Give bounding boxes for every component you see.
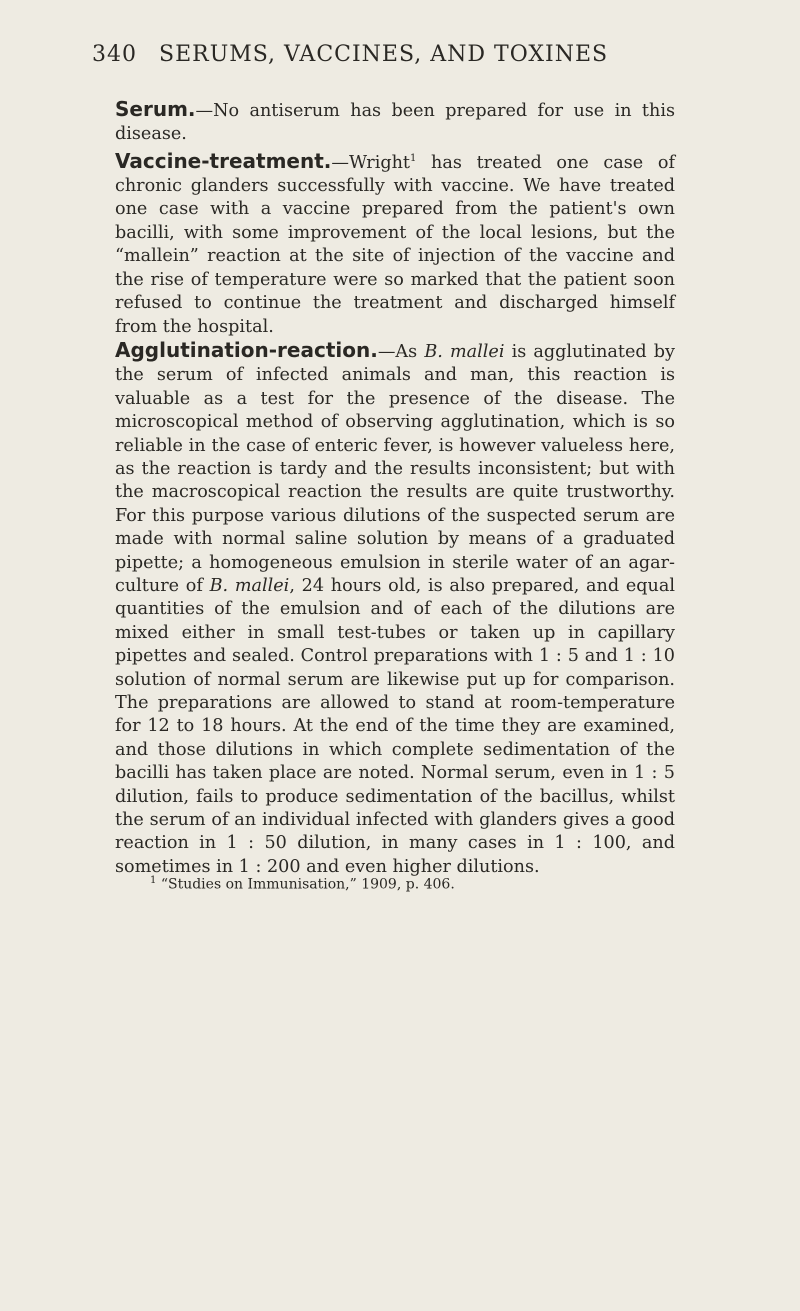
paragraph-text: has treated one case of chronic glanders successfully with vaccine. We have treated one case with a vaccine prepared from the patient's own bacilli, with some improvement of the local lesions, but the “mallein” reaction at the site of injection of the vaccine and the rise of temperature were so marked that the patient soon refused to continue the treatment and discharged himself from the hospital. [115,152,675,337]
section-heading-vaccine-treatment: Vaccine-treatment. [115,148,332,173]
page-header [92,42,712,67]
running-title: SERUMS, VACCINES, AND TOXINES [159,42,609,67]
species-name: B. mallei [424,341,505,362]
section-heading-serum: Serum. [115,97,196,121]
main-text [115,98,675,879]
species-name: B. mallei [209,575,290,596]
paragraph-vaccine-treatment [115,147,675,339]
paragraph-text: —No antiserum has been prepared for use in this disease. [115,101,675,145]
footnote-text: “Studies on Immunisation,” 1909, p. 406. [156,876,455,893]
paragraph-text: is agglutinated by the serum of infected animals and man, this reaction is valuable as a test for the presence of the disease. The microscopical method of observing agglutination, which is so reliable in the case of enteric fever, is however valueless here, as the reaction is tardy and the results inconsistent; but with the macroscopical reaction the results are quite trustworthy. For this purpose various dilutions of the suspected serum are made with normal saline solution by means of a graduated pipette; a homogeneous emulsion in sterile water of an agar-culture of [115,341,675,596]
paragraph-agglutination-reaction [115,339,675,879]
footnote-marker: 1 [150,875,157,886]
footnote [150,875,670,893]
paragraph-text: —As [377,341,425,362]
page-number: 340 [92,42,137,67]
paragraph-text: , 24 hours old, is also prepared, and equal quantities of the emulsion and of each of the dilutions are mixed either in small test-tubes or taken up in capillary pipettes and sealed. Control preparations with 1 : 5 and 1 : 10 solution of normal serum are likewise put up for comparison. The preparations are allowed to stand at room-temperature for 12 to 18 hours. At the end of the time they are examined, and those dilutions in which complete sedimentation of the bacilli has taken place are noted. Normal serum, even in 1 : 5 dilution, fails to produce sedimentation of the bacillus, whilst the serum of an individual infected with glanders gives a good reaction in 1 : 50 dilution, in many cases in 1 : 100, and sometimes in 1 : 200 and even higher dilutions. [115,575,675,877]
footnote-reference: 1 [410,152,417,164]
paragraph-serum [115,98,675,147]
paragraph-text: —Wright [331,152,410,173]
section-heading-agglutination-reaction: Agglutination-reaction. [115,337,378,362]
